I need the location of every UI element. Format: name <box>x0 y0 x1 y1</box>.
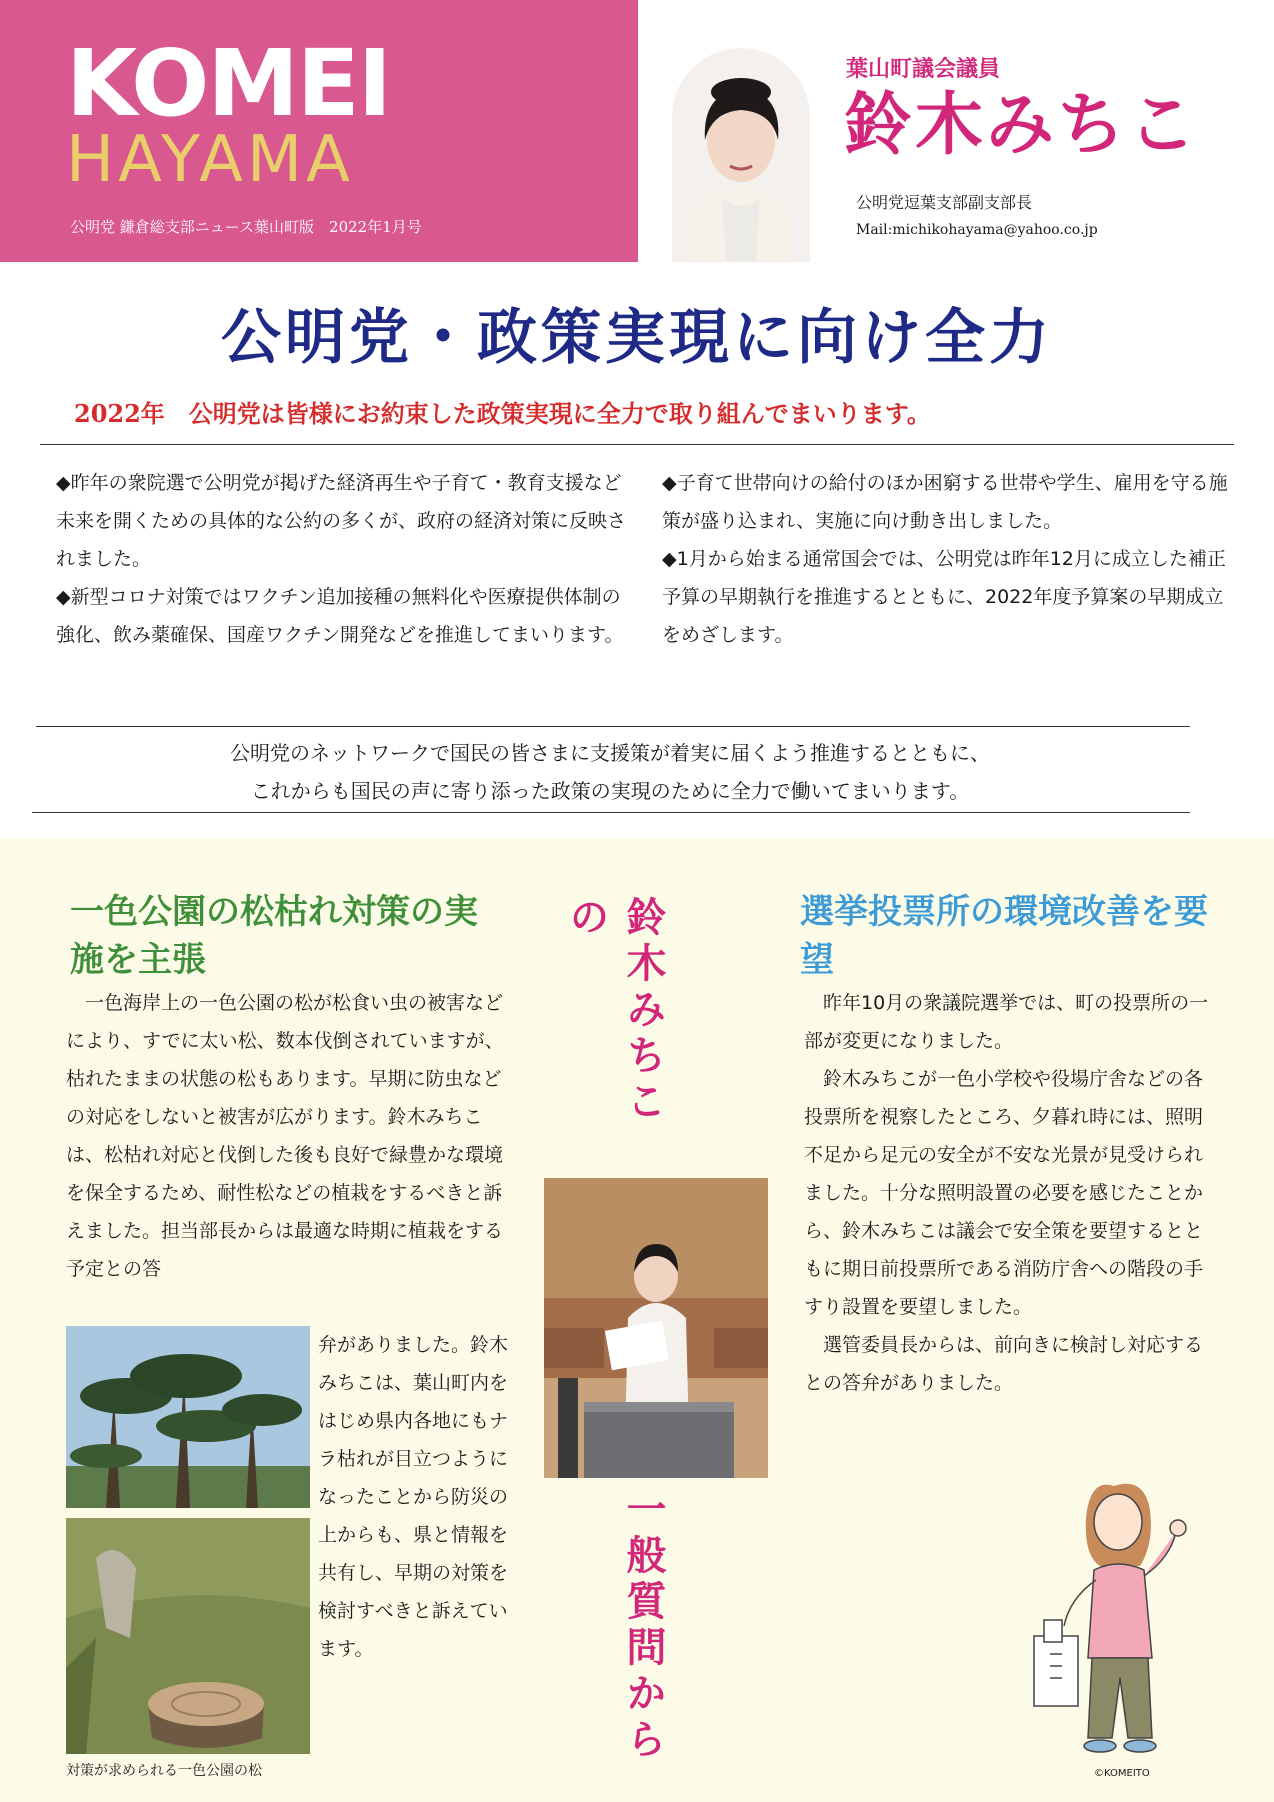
pine-stump-photo <box>66 1518 310 1754</box>
right-article-title: 選挙投票所の環境改善を要望 <box>800 892 1208 980</box>
right-article-paragraph: 昨年10月の衆議院選挙では、町の投票所の一部が変更になりました。 <box>804 992 1209 1052</box>
right-article-paragraph: 鈴木みちこが一色小学校や役場庁舎などの各投票所を視察したところ、夕暮れ時には、照明不足から足元の安全が不安な光景が見受けられました。十分な照明設置の必要を感じたことから、鈴木みちこは議会で安全策を要望するとともに期日前投票所である消防庁舎への階段の手すり設置を要望しました。 <box>804 1068 1204 1318</box>
assembly-speech-photo <box>544 1178 768 1478</box>
left-article-paragraph: 一色海岸上の一色公園の松が松食い虫の被害などにより、すでに太い松、数本伐倒されていますが、枯れたままの状態の松もあります。早期に防虫などの対応をしないと被害が広がります。鈴木みちこは、松枯れ対応と伐倒した後も良好で緑豊かな環境を保全するため、耐性松などの植栽をするべきと訴えました。担当部長からは最適な時期に植栽をする予定との答 <box>66 992 504 1280</box>
right-article-paragraph: 選管委員長からは、前向きに検討し対応するとの答弁がありました。 <box>804 1334 1204 1394</box>
issue-line: 公明党 鎌倉総支部ニュース葉山町版 2022年1月号 <box>70 218 422 236</box>
right-article-body <box>804 984 1218 1402</box>
lead-note <box>30 734 1190 810</box>
lead-item: ◆1月から始まる通常国会では、公明党は昨年12月に成立した補正予算の早期執行を推進するとともに、2022年度予算案の早期成立をめざします。 <box>662 548 1226 646</box>
divider <box>32 812 1190 813</box>
main-headline: 公明党・政策実現に向け全力 <box>221 303 1053 373</box>
lead-item: ◆子育て世帯向けの給付のほか困窮する世帯や学生、雇用を守る施策が盛り込まれ、実施に向け動き出しました。 <box>662 472 1228 532</box>
member-role: 公明党逗葉支部副支部長 <box>856 193 1033 212</box>
member-title: 葉山町議会議員 <box>846 57 1001 82</box>
left-article-body <box>66 984 508 1288</box>
lead-note-line: 公明党のネットワークで国民の皆さまに支援策が着実に届くよう推進するとともに、 <box>230 741 990 765</box>
member-portrait <box>672 48 810 262</box>
pine-trees-photo <box>66 1326 310 1508</box>
member-name: 鈴木みちこ <box>844 86 1200 165</box>
lead-item: ◆昨年の衆院選で公明党が掲げた経済再生や子育て・教育支援など未来を開くための具体的な公約の多くが、政府の経済対策に反映されました。 <box>56 472 627 570</box>
left-article-paragraph: 弁がありました。鈴木みちこは、葉山町内をはじめ県内各地にもナラ枯れが目立つようになったことから防災の上からも、県と情報を共有し、早期の対策を検討すべきと訴えています。 <box>318 1334 509 1660</box>
lead-note-line: これからも国民の声に寄り添った政策の実現のために全力で働いてまいります。 <box>250 779 970 803</box>
lead-left-column <box>56 464 628 654</box>
logo-komei: KOMEI <box>66 30 390 137</box>
left-article-body-side <box>318 1326 510 1668</box>
vertical-title-bottom: 一般質問から <box>620 1488 666 1764</box>
member-email[interactable]: Mail:michikohayama@yahoo.co.jp <box>856 222 1098 238</box>
voter-illustration <box>1030 1448 1200 1764</box>
vertical-title-top: 鈴木みちこの <box>563 896 666 1126</box>
lead-item: ◆新型コロナ対策ではワクチン追加接種の無料化や医療提供体制の強化、飲み薬確保、国産ワクチン開発などを推進してまいります。 <box>56 586 624 646</box>
divider <box>36 726 1190 727</box>
logo-hayama: HAYAMA <box>66 123 354 197</box>
photo-caption: 対策が求められる一色公園の松 <box>66 1763 262 1779</box>
left-article-title: 一色公園の松枯れ対策の実施を主張 <box>70 892 478 980</box>
divider <box>40 444 1234 445</box>
sub-headline: 2022年 公明党は皆様にお約束した政策実現に全力で取り組んでまいります。 <box>74 399 931 428</box>
illustration-credit: ©KOMEITO <box>1094 1768 1150 1779</box>
lead-right-column <box>662 464 1234 654</box>
